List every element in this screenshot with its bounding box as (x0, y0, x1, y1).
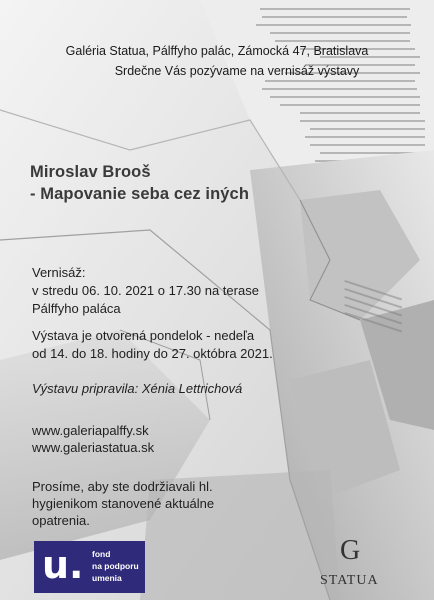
notice-line-1: Prosíme, aby ste dodržiavali hl. (32, 479, 213, 494)
statua-logo (318, 535, 392, 595)
vernisage-place: Pálffyho paláca (32, 301, 121, 316)
fund-logo-glyph: u. (42, 543, 84, 587)
title-artist: Miroslav Brooš (30, 163, 151, 181)
hours-times: od 14. do 18. hodiny do 27. októbra 2021. (32, 346, 273, 361)
fund-logo-line-1: fond (92, 549, 111, 559)
notice-line-3: opatrenia. (32, 513, 90, 528)
vernisage-label: Vernisáž: (32, 265, 86, 280)
vernisage-date: v stredu 06. 10. 2021 o 17.30 na terase (32, 283, 259, 298)
title-exhibition: - Mapovanie seba cez iných (30, 185, 250, 203)
fond-na-podporu-umenia-logo (34, 541, 145, 593)
notice-line-2: hygienikom stanovené aktuálne (32, 496, 215, 511)
link-galeriastatua[interactable]: www.galeriastatua.sk (32, 440, 155, 455)
statua-logo-word: STATUA (320, 573, 379, 588)
header-venue: Galéria Statua, Pálffyho palác, Zámocká 47, Bratislava (65, 44, 369, 58)
hours-days: Výstava je otvorená pondelok - nedeľa (32, 328, 255, 343)
statua-logo-glyph: G (340, 535, 361, 566)
fund-logo-line-2: na podporu (92, 561, 139, 571)
link-galeriapalffy[interactable]: www.galeriapalffy.sk (32, 423, 149, 438)
fund-logo-line-3: umenia (92, 573, 122, 583)
header-invitation: Srdečne Vás pozývame na vernisáž výstavy (114, 64, 360, 78)
curator-credit: Výstavu pripravila: Xénia Lettrichová (32, 381, 243, 396)
